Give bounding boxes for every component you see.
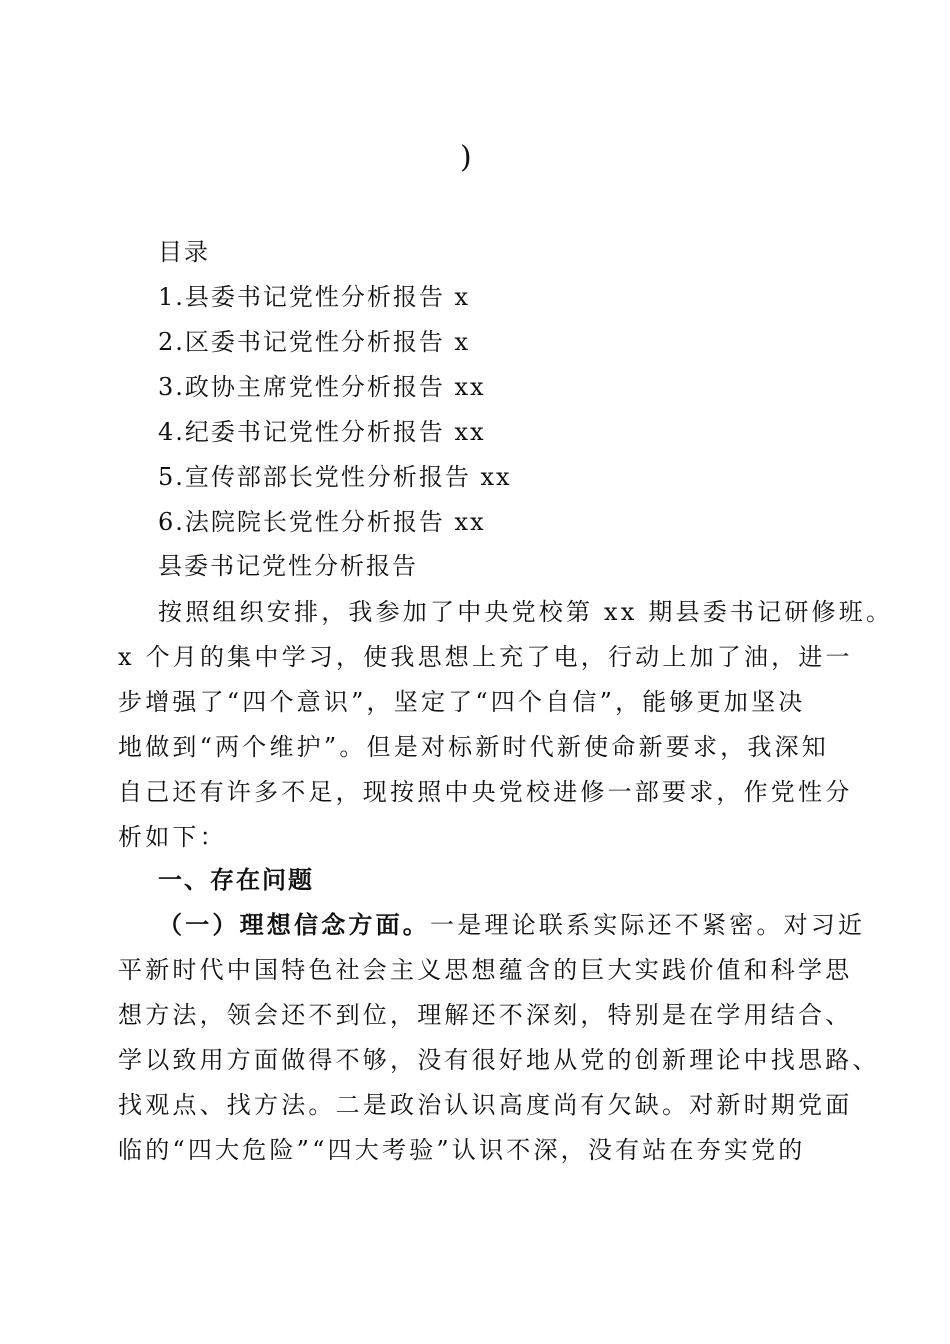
sub-heading: （一）理想信念方面。 (158, 911, 430, 939)
toc-heading: 目录 (158, 238, 210, 266)
paragraph-first-line (158, 903, 865, 947)
toc-item: 6.法院院长党性分析报告 xx (158, 508, 486, 536)
paragraph-line: 想方法，领会还不到位，理解还不深刻，特别是在学用结合、 (118, 1001, 853, 1029)
heading-existing-problems: 一、存在问题 (158, 866, 314, 894)
toc-item: 3.政协主席党性分析报告 xx (158, 373, 486, 401)
paragraph-line: 平新时代中国特色社会主义思想蕴含的巨大实践价值和科学思 (118, 956, 853, 984)
intro-line: x 个月的集中学习，使我思想上充了电，行动上加了油，进一 (118, 643, 853, 671)
toc-item: 1.县委书记党性分析报告 x (158, 283, 471, 311)
paragraph-text: 一是理论联系实际还不紧密。对习近 (430, 911, 866, 939)
intro-line: 析如下： (118, 823, 227, 851)
section-title: 县委书记党性分析报告 (158, 552, 418, 580)
intro-line: 自己还有许多不足，现按照中央党校进修一部要求，作党性分 (118, 778, 853, 806)
toc-item: 2.区委书记党性分析报告 x (158, 328, 471, 356)
top-mark: ) (460, 140, 472, 175)
paragraph-line: 找观点、找方法。二是政治认识高度尚有欠缺。对新时期党面 (118, 1091, 853, 1119)
toc-item: 4.纪委书记党性分析报告 xx (158, 418, 486, 446)
intro-line: 地做到“两个维护”。但是对标新时代新使命新要求，我深知 (118, 733, 829, 761)
toc-item: 5.宣传部部长党性分析报告 xx (158, 463, 512, 491)
intro-line: 按照组织安排，我参加了中央党校第 xx 期县委书记研修班。 (158, 598, 894, 626)
paragraph-line: 临的“四大危险”“四大考验”认识不深，没有站在夯实党的 (118, 1136, 806, 1164)
intro-line: 步增强了“四个意识”，坚定了“四个自信”，能够更加坚决 (118, 688, 806, 716)
paragraph-line: 学以致用方面做得不够，没有很好地从党的创新理论中找思路、 (118, 1046, 880, 1074)
